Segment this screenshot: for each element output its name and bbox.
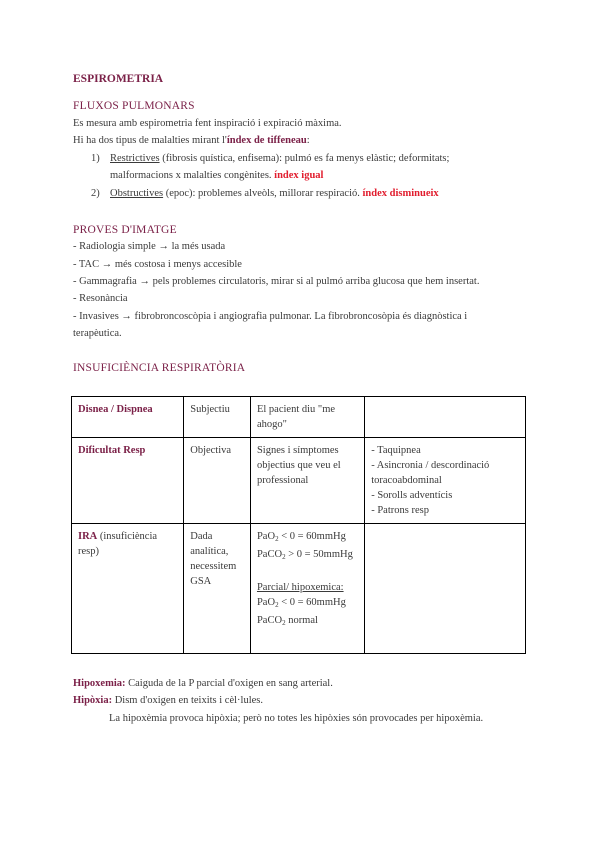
restrictives-term: Restrictives [110, 153, 160, 164]
tiffeneau-term: índex de tiffeneau [226, 135, 307, 146]
list-item: - Taquipnea [371, 445, 421, 456]
hipoxia-text: Dism d'oxigen en teixits i cèl·lules. [112, 695, 264, 706]
table-cell [365, 438, 526, 524]
list-item: - Patrons resp [371, 505, 429, 516]
table-row [72, 524, 526, 654]
table-cell: El pacient diu "me ahogo" [250, 397, 364, 438]
gas-value: < 0 = 60mmHg [278, 597, 346, 608]
list-number-1: 1) [91, 153, 100, 164]
hipoxia-note: La hipoxèmia provoca hipòxia; però no totes les hipòxies són provocades per hipoxèmia. [109, 713, 484, 724]
table-cell: Dada analítica, necessitem GSA [184, 524, 251, 654]
table-cell [365, 397, 526, 438]
proves-line-3: - Gammagrafia → pels problemes circulatoris, mirar si al pulmó arriba glucosa que hem insertat. [73, 276, 480, 287]
hipoxemia-text: Caiguda de la P parcial d'oxigen en sang arterial. [125, 678, 333, 689]
restrictives-text: (fibrosis quística, enfisema): pulmó es fa menys elàstic; deformitats; [159, 153, 450, 164]
document-title: ESPIROMETRIA [73, 73, 164, 85]
spacer [257, 565, 358, 580]
gas-subscript: 2 [275, 601, 279, 609]
gas-label: PaO [256, 597, 276, 608]
gas-value-line [257, 529, 358, 547]
table-cell: Signes i símptomes objectius que veu el professional [250, 438, 364, 524]
definition-hipoxia [73, 695, 263, 706]
ira-term: IRA [78, 531, 98, 542]
ira-description: (insuficiència resp) [78, 531, 158, 557]
proves-line-5: - Invasives → fibrobroncoscòpia i angiografia pulmonar. La fibrobroncosòpia és diagnòstica i [73, 311, 468, 322]
index-igual: índex igual [274, 170, 324, 181]
fluxos-line-1: Es mesura amb espirometria fent inspiració i expiració màxima. [73, 118, 342, 129]
fluxos-line-2-colon: : [306, 135, 310, 146]
list-item-obstructives [110, 188, 439, 199]
gas-value: < 0 = 60mmHg [278, 531, 346, 542]
definition-hipoxemia [73, 678, 333, 689]
gas-label: PaCO [256, 615, 283, 626]
table-cell [250, 524, 364, 654]
gas-value: > 0 = 50mmHg [285, 549, 353, 560]
gas-label: PaO [256, 531, 276, 542]
gas-value-line [257, 595, 358, 613]
table-cell: Subjectiu [184, 397, 251, 438]
list-number-2: 2) [91, 188, 100, 199]
proves-line-2: - TAC → més costosa i menys accesible [73, 259, 242, 270]
table-row [72, 397, 526, 438]
obstructives-text: (epoc): problemes alveòls, millorar respiració. [163, 188, 363, 199]
list-item-restrictives [110, 153, 528, 164]
table-cell [365, 524, 526, 654]
gas-subscript: 2 [282, 553, 286, 561]
list-item: - Sorolls adventícis [371, 490, 453, 501]
gas-value-line [257, 547, 358, 565]
insuficiencia-table [71, 396, 526, 654]
section-heading-insuficiencia: INSUFICIÈNCIA RESPIRATÒRIA [73, 362, 246, 374]
hipoxemia-term: Hipoxemia: [73, 678, 126, 689]
fluxos-line-2 [73, 135, 310, 146]
proves-line-6: terapèutica. [73, 328, 122, 339]
proves-line-1: - Radiologia simple → la més usada [73, 241, 226, 252]
table-row [72, 438, 526, 524]
gas-value: normal [285, 615, 318, 626]
hipoxia-term: Hipòxia: [73, 695, 113, 706]
table-cell: Dificultat Resp [72, 438, 184, 524]
proves-line-4: - Resonància [73, 293, 128, 304]
gas-value-line [257, 613, 358, 631]
section-heading-proves: PROVES D'IMATGE [73, 224, 177, 236]
gas-subscript: 2 [282, 619, 286, 627]
restrictives-text-2: malformacions x malalties congènites. [110, 170, 275, 181]
table-cell: Objectiva [184, 438, 251, 524]
index-disminueix: índex disminueix [362, 188, 439, 199]
list-item-restrictives-cont [110, 170, 323, 181]
table-cell: Disnea / Dispnea [72, 397, 184, 438]
gas-label: PaCO [256, 549, 283, 560]
fluxos-line-2-text: Hi ha dos tipus de malalties mirant l' [73, 135, 227, 146]
list-item: - Asincronia / descordinació toracoabdominal [371, 460, 490, 486]
table-cell [72, 524, 184, 654]
gas-subscript: 2 [275, 535, 279, 543]
obstructives-term: Obstructives [110, 188, 164, 199]
section-heading-fluxos: FLUXOS PULMONARS [73, 100, 195, 112]
parcial-label: Parcial/ hipoxemica: [256, 582, 344, 593]
